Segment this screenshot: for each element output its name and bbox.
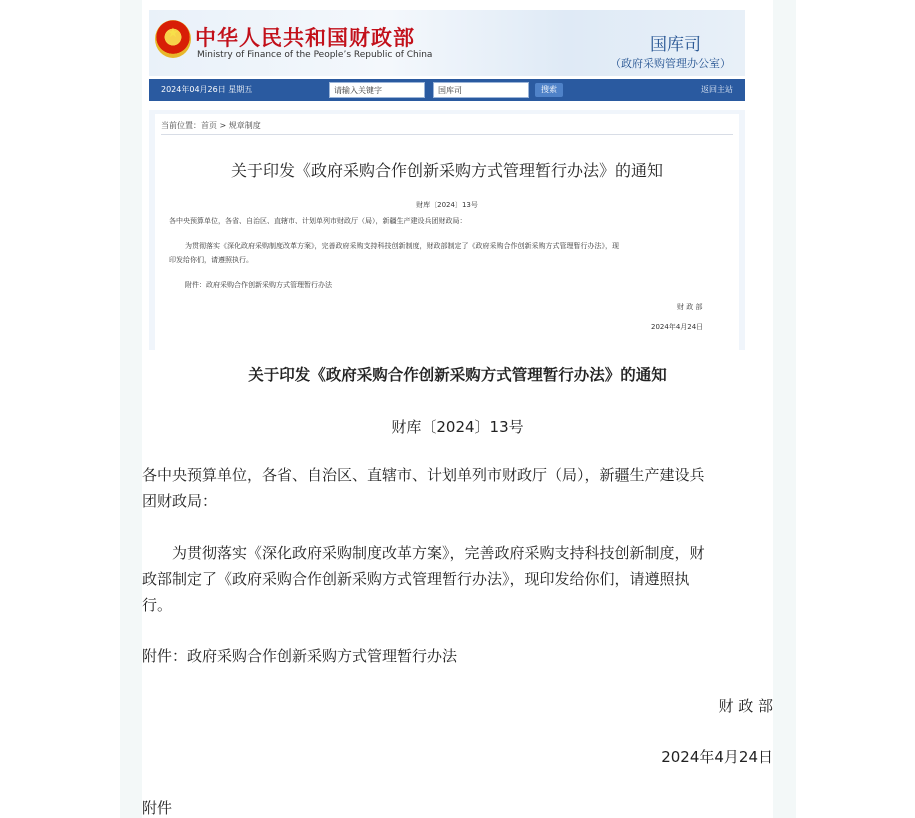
article-body-line2: 政部制定了《政府采购合作创新采购方式管理暂行办法》，现印发给你们，请遵照执 — [142, 570, 690, 588]
site-banner — [149, 10, 745, 76]
article-title: 关于印发《政府采购合作创新采购方式管理暂行办法》的通知 — [248, 366, 667, 384]
screenshot-addressee: 各中央预算单位，各省、自治区、直辖市、计划单列市财政厅（局），新疆生产建设兵团财政局： — [169, 217, 467, 225]
screenshot-date: 2024年4月24日 — [651, 323, 704, 331]
department-subtitle: （政府采购管理办公室） — [610, 57, 731, 70]
back-to-main-link[interactable]: 返回主站 — [701, 85, 733, 94]
page-margin-left — [0, 0, 120, 818]
article-addressee-line1: 各中央预算单位，各省、自治区、直辖市、计划单列市财政厅（局），新疆生产建设兵 — [142, 466, 705, 484]
search-input[interactable]: 请输入关键字 — [329, 82, 425, 98]
article-addressee-line2: 团财政局： — [142, 492, 218, 510]
screenshot-body-line2: 印发给你们，请遵照执行。 — [169, 256, 253, 264]
article-body-line1: 为贯彻落实《深化政府采购制度改革方案》，完善政府采购支持科技创新制度，财 — [172, 544, 705, 562]
article-body-line3: 行。 — [142, 596, 173, 614]
attachment-heading: 附件 — [142, 799, 173, 817]
screenshot-signature: 财 政 部 — [677, 303, 703, 311]
breadcrumb-divider — [161, 134, 733, 135]
article-doc-number: 财库〔2024〕13号 — [391, 418, 524, 436]
article-signature: 财 政 部 — [718, 697, 773, 715]
screenshot-body — [149, 110, 745, 350]
department-select[interactable]: 国库司 — [433, 82, 529, 98]
search-button[interactable]: 搜索 — [535, 83, 563, 97]
page-margin-right — [796, 0, 915, 818]
screenshot-doc-number: 财库〔2024〕13号 — [416, 201, 478, 209]
article-date: 2024年4月24日 — [661, 748, 773, 766]
ministry-name-en: Ministry of Finance of the People’s Republic of China — [197, 50, 433, 60]
nav-bar — [149, 79, 745, 101]
ministry-name-cn: 中华人民共和国财政部 — [195, 26, 415, 50]
screenshot-doc-title: 关于印发《政府采购合作创新采购方式管理暂行办法》的通知 — [230, 161, 663, 180]
department-name: 国库司 — [650, 35, 701, 55]
article-attachment: 附件：政府采购合作创新采购方式管理暂行办法 — [142, 647, 458, 665]
embedded-page-screenshot — [149, 10, 745, 350]
screenshot-body-line1: 为贯彻落实《深化政府采购制度改革方案》，完善政府采购支持科技创新制度，财政部制定了《政府采购合作创新采购方式管理暂行办法》，现 — [185, 242, 619, 250]
screenshot-card — [155, 114, 739, 350]
screenshot-attachment: 附件：政府采购合作创新采购方式管理暂行办法 — [185, 281, 332, 289]
nav-date: 2024年04月26日 星期五 — [161, 85, 253, 94]
breadcrumb: 当前位置：首页 > 规章制度 — [161, 121, 261, 130]
national-emblem-icon: ★ — [155, 20, 191, 58]
